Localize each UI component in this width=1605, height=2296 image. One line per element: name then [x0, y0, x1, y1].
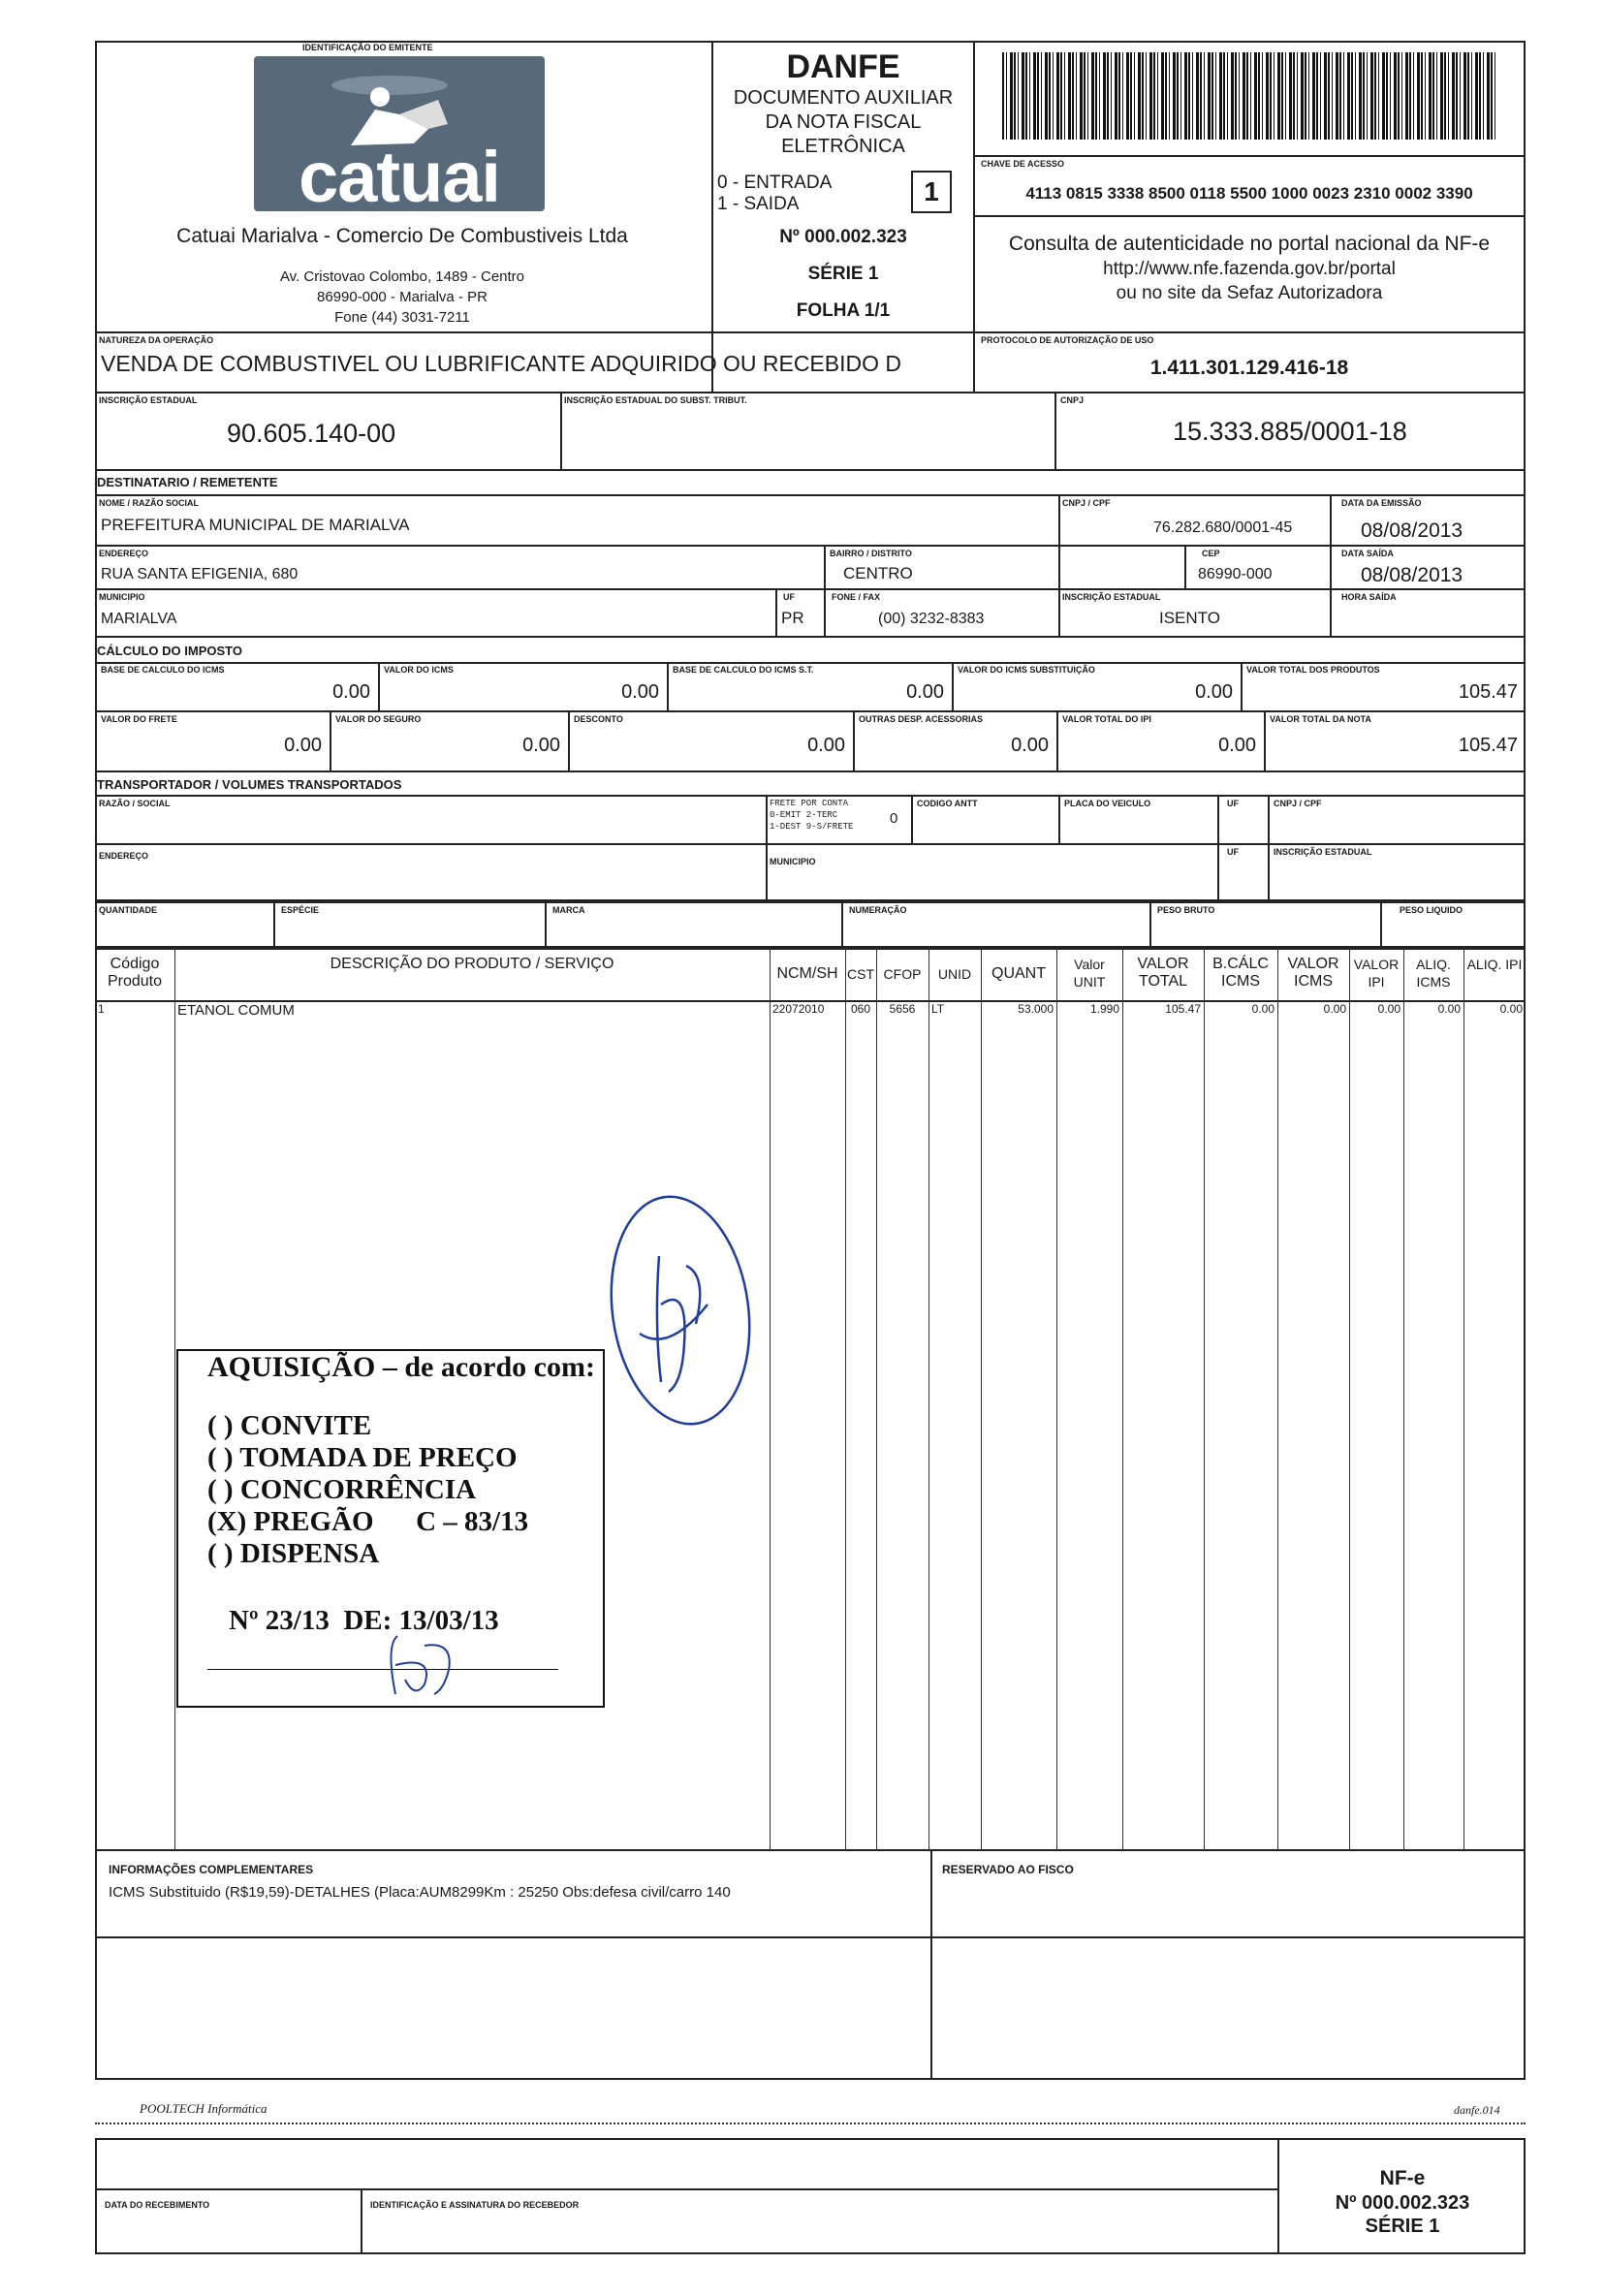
protocolo-label: PROTOCOLO DE AUTORIZAÇÃO DE USO [981, 335, 1154, 345]
especie-label: ESPÉCIE [281, 905, 320, 915]
dest-ie-label: INSCRIÇÃO ESTADUAL [1062, 592, 1161, 602]
calc-label: VALOR TOTAL DO IPI [1062, 714, 1151, 724]
tipo-box: 1 [911, 171, 952, 213]
danfe-serie: SÉRIE 1 [807, 264, 879, 284]
frete-line-3: 1-DEST 9-S/FRETE [770, 822, 854, 832]
stamp-option-dispensa: ( ) DISPENSA [207, 1538, 380, 1569]
stamp-title: AQUISIÇÃO – de acordo com: [207, 1351, 595, 1383]
emitente-address: Av. Cristovao Colombo, 1489 - Centro [279, 268, 525, 285]
calc-value: 0.00 [906, 681, 944, 703]
dest-saida-label: DATA SAÍDA [1341, 549, 1394, 558]
dest-endereco: RUA SANTA EFIGENIA, 680 [101, 566, 299, 582]
frete-value: 0 [890, 810, 898, 827]
stamp-option-pregao: (X) PREGÃO C – 83/13 [207, 1506, 529, 1537]
calc-label: VALOR TOTAL DA NOTA [1270, 714, 1371, 724]
produto-col-header: CFOP [883, 966, 922, 982]
danfe-subtitle-2: DA NOTA FISCAL [765, 111, 922, 133]
dest-hora-label: HORA SAÍDA [1341, 592, 1397, 602]
transp-ie-label: INSCRIÇÃO ESTADUAL [1274, 847, 1372, 857]
emitente-label: IDENTIFICAÇÃO DO EMITENTE [302, 43, 433, 52]
produto-cell: 0.00 [1377, 1002, 1400, 1016]
marca-label: MARCA [552, 905, 585, 915]
emitente-city: 86990-000 - Marialva - PR [317, 289, 488, 305]
transp-cnpj-label: CNPJ / CPF [1274, 799, 1322, 808]
info-text: ICMS Substituido (R$19,59)-DETALHES (Placa:AUM8299Km : 25250 Obs:defesa civil/carro 140 [109, 1884, 731, 1901]
produto-cell: 0.00 [1437, 1002, 1461, 1016]
produto-col-header: ALIQ. ICMS [1416, 957, 1451, 990]
cnpj-emitente-label: CNPJ [1060, 395, 1085, 405]
stamp-option-concorrencia: ( ) CONCORRÊNCIA [207, 1474, 477, 1505]
dest-cep-label: CEP [1202, 549, 1220, 558]
logo-text: catuai [299, 137, 500, 211]
calc-value: 105.47 [1458, 735, 1518, 756]
quantidade-label: QUANTIDADE [99, 905, 157, 915]
danfe-subtitle-1: DOCUMENTO AUXILIAR [733, 87, 954, 109]
produto-col-header: ALIQ. IPI [1466, 957, 1523, 972]
produto-col-header: VALOR TOTAL [1137, 956, 1189, 990]
info-label: INFORMAÇÕES COMPLEMENTARES [109, 1863, 314, 1876]
produto-cell: 1.990 [1089, 1002, 1119, 1016]
calc-value: 0.00 [1195, 681, 1233, 703]
dest-cnpj: 76.282.680/0001-45 [1153, 519, 1293, 536]
dest-endereco-label: ENDEREÇO [99, 549, 149, 558]
calc-value: 0.00 [1011, 735, 1049, 756]
data-recebimento-label: DATA DO RECEBIMENTO [105, 2200, 210, 2210]
cnpj-emitente-value: 15.333.885/0001-18 [1173, 417, 1407, 446]
dest-municipio-label: MUNICIPIO [99, 592, 145, 602]
calculo-section: CÁLCULO DO IMPOSTO [97, 644, 242, 658]
transportador-section: TRANSPORTADOR / VOLUMES TRANSPORTADOS [97, 777, 402, 792]
produto-col-header: Valor UNIT [1073, 957, 1106, 990]
produto-cell: LT [931, 1002, 945, 1016]
dest-fone: (00) 3232-8383 [878, 611, 985, 627]
produto-col-header: Código Produto [107, 956, 163, 990]
calc-value: 0.00 [332, 681, 370, 703]
produto-cell: 0.00 [1323, 1002, 1346, 1016]
produto-cell: 1 [98, 1002, 105, 1016]
emitente-phone: Fone (44) 3031-7211 [334, 309, 470, 326]
produto-col-header: CST [847, 966, 874, 982]
dest-uf: PR [781, 609, 804, 627]
transp-endereco-label: ENDEREÇO [99, 851, 149, 861]
dest-cnpj-label: CNPJ / CPF [1062, 498, 1111, 508]
calc-value: 0.00 [522, 735, 560, 756]
calc-label: VALOR DO FRETE [101, 714, 177, 724]
antt-label: CODIGO ANTT [917, 799, 978, 808]
produto-cell: 0.00 [1251, 1002, 1275, 1016]
tipo-saida: 1 - SAIDA [717, 194, 800, 214]
dest-municipio: MARIALVA [101, 611, 177, 627]
dest-nome: PREFEITURA MUNICIPAL DE MARIALVA [101, 516, 410, 534]
transp-uf-label: UF [1227, 799, 1239, 808]
dest-ie: ISENTO [1159, 609, 1220, 627]
software-credit: POOLTECH Informática [140, 2101, 268, 2116]
produto-cell: 0.00 [1499, 1002, 1523, 1016]
produto-col-header: VALOR ICMS [1287, 956, 1339, 990]
peso-liquido-label: PESO LIQUIDO [1400, 905, 1463, 915]
calc-label: DESCONTO [574, 714, 623, 724]
calc-label: VALOR DO ICMS SUBSTITUIÇÃO [958, 665, 1095, 675]
canhoto-serie: SÉRIE 1 [1365, 2216, 1440, 2237]
ident-recebedor-label: IDENTIFICAÇÃO E ASSINATURA DO RECEBEDOR [370, 2200, 580, 2210]
calc-label: OUTRAS DESP. ACESSORIAS [859, 714, 984, 724]
calc-value: 0.00 [807, 735, 845, 756]
destinatario-section: DESTINATARIO / REMETENTE [97, 475, 278, 489]
natureza-value: VENDA DE COMBUSTIVEL OU LUBRIFICANTE ADQUIRIDO OU RECEBIDO D [101, 351, 902, 376]
protocolo-value: 1.411.301.129.416-18 [1149, 357, 1349, 379]
dest-saida: 08/08/2013 [1361, 564, 1463, 586]
danfe-folha: FOLHA 1/1 [796, 300, 891, 321]
produto-col-header: DESCRIÇÃO DO PRODUTO / SERVIÇO [330, 956, 614, 972]
reservado-label: RESERVADO AO FISCO [942, 1863, 1074, 1876]
calc-value: 0.00 [284, 735, 322, 756]
produto-cell: 5656 [889, 1002, 916, 1016]
canhoto-numero: Nº 000.002.323 [1335, 2192, 1470, 2214]
calc-value: 0.00 [621, 681, 659, 703]
calc-label: BASE DE CALCULO DO ICMS [101, 665, 225, 675]
dest-uf-label: UF [783, 592, 795, 602]
danfe-subtitle-3: ELETRÔNICA [781, 136, 905, 157]
frete-line-1: FRETE POR CONTA [770, 799, 849, 808]
signature-scribble [601, 1188, 766, 1440]
produto-cell: 22072010 [772, 1002, 825, 1016]
transp-municipio-label: MUNICIPIO [770, 857, 816, 866]
ie-value: 90.605.140-00 [227, 419, 396, 448]
placa-label: PLACA DO VEICULO [1064, 799, 1151, 808]
dest-bairro: CENTRO [843, 564, 913, 582]
produto-col-header: UNID [937, 966, 972, 982]
frete-line-2: 0-EMIT 2-TERC [770, 810, 838, 820]
dest-nome-label: NOME / RAZÃO SOCIAL [99, 498, 199, 508]
ie-st-label: INSCRIÇÃO ESTADUAL DO SUBST. TRIBUT. [564, 395, 747, 405]
ie-label: INSCRIÇÃO ESTADUAL [99, 395, 198, 405]
calc-label: VALOR DO ICMS [384, 665, 454, 675]
dest-fone-label: FONE / FAX [832, 592, 881, 602]
calc-label: VALOR DO SEGURO [335, 714, 422, 724]
produto-col-header: NCM/SH [776, 965, 838, 982]
stamp-option-convite: ( ) CONVITE [207, 1410, 372, 1441]
dest-emissao: 08/08/2013 [1361, 519, 1463, 542]
produto-cell: 53.000 [1018, 1002, 1054, 1016]
numeracao-label: NUMERAÇÃO [849, 905, 907, 915]
natureza-label: NATUREZA DA OPERAÇÃO [99, 335, 214, 345]
consulta-line-2: http://www.nfe.fazenda.gov.br/portal [1103, 259, 1396, 279]
danfe-numero: Nº 000.002.323 [779, 227, 907, 247]
canhoto-nfe: NF-e [1379, 2167, 1426, 2189]
transp-razao-label: RAZÃO / SOCIAL [99, 799, 171, 808]
transp-uf2-label: UF [1227, 847, 1239, 857]
calc-label: VALOR TOTAL DOS PRODUTOS [1246, 665, 1380, 675]
calc-value: 105.47 [1458, 681, 1518, 703]
consulta-line-3: ou no site da Sefaz Autorizadora [1116, 283, 1383, 303]
dest-emissao-label: DATA DA EMISSÃO [1341, 498, 1422, 508]
dest-cep: 86990-000 [1198, 566, 1273, 582]
danfe-title: DANFE [786, 48, 900, 85]
danfe-version: danfe.014 [1454, 2103, 1500, 2117]
chave-label: CHAVE DE ACESSO [981, 159, 1065, 169]
produto-cell: 060 [850, 1002, 871, 1016]
produto-col-header: QUANT [991, 965, 1046, 982]
company-logo [254, 56, 545, 211]
stamp-option-tomada: ( ) TOMADA DE PREÇO [207, 1442, 518, 1473]
barcode [1002, 52, 1498, 140]
produto-cell: 105.47 [1165, 1002, 1201, 1016]
calc-label: BASE DE CALCULO DO ICMS S.T. [673, 665, 814, 675]
stamp-numero: Nº 23/13 DE: 13/03/13 [229, 1605, 499, 1636]
chave-value: 4113 0815 3338 8500 0118 5500 1000 0023 2310 0002 3390 [1025, 184, 1473, 203]
emitente-company: Catuai Marialva - Comercio De Combustiveis Ltda [176, 225, 628, 247]
produto-col-header: B.CÁLC ICMS [1212, 956, 1269, 990]
dest-bairro-label: BAIRRO / DISTRITO [830, 549, 912, 558]
initials-scribble [376, 1626, 473, 1704]
produto-cell: ETANOL COMUM [177, 1002, 295, 1019]
tipo-entrada: 0 - ENTRADA [717, 173, 833, 193]
calc-value: 0.00 [1218, 735, 1256, 756]
peso-bruto-label: PESO BRUTO [1157, 905, 1215, 915]
consulta-line-1: Consulta de autenticidade no portal nacional da NF-e [1008, 233, 1491, 255]
produto-col-header: VALOR IPI [1353, 957, 1400, 990]
